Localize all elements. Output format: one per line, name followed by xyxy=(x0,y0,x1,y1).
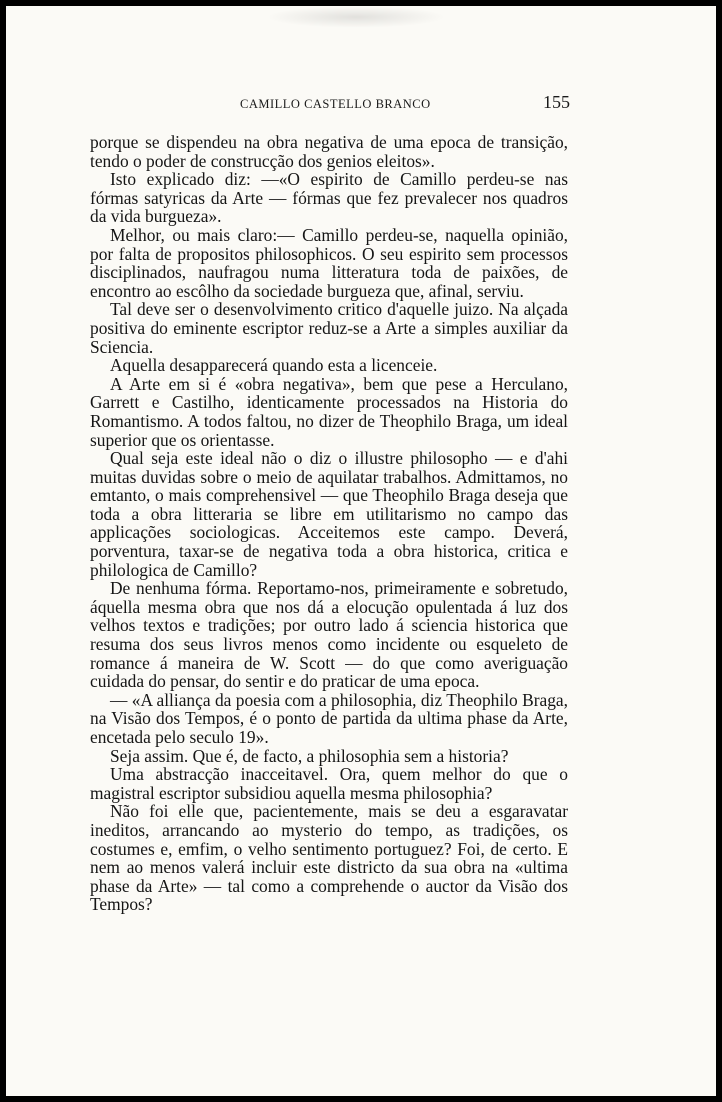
paragraph: Tal deve ser o desenvolvimento critico d'aquelle juizo. Na alçada positiva do eminente escriptor reduz-se a Arte a simples auxiliar da Sciencia. xyxy=(90,299,568,357)
page-number: 155 xyxy=(543,92,570,112)
paragraph: Qual seja este ideal não o diz o illustre philosopho — e d'ahi muitas duvidas sobre o meio de aquilatar trabalhos. Admittamos, no emtanto, o mais comprehensivel — que Theophilo Braga deseja que toda a obra litteraria se libre em utilitarismo no campo das applicações sociologicas. Acceitemos este campo. Deverá, porventura, taxar-se de negativa toda a obra historica, critica e philologica de Camillo? xyxy=(90,448,568,580)
running-title: CAMILLO CASTELLO BRANCO xyxy=(240,97,431,111)
body-text xyxy=(90,133,568,914)
book-page xyxy=(6,6,716,1096)
paragraph: Uma abstracção inacceitavel. Ora, quem melhor do que o magistral escriptor subsidiou aquella mesma philosophia? xyxy=(90,764,568,803)
page-header xyxy=(90,92,570,118)
paragraph: porque se dispendeu na obra negativa de uma epoca de transição, tendo o poder de construcção dos genios eleitos». xyxy=(90,132,568,171)
paragraph: Aquella desapparecerá quando esta a licenceie. xyxy=(110,355,438,376)
paragraph: Não foi elle que, pacientemente, mais se deu a esgaravatar ineditos, arrancando ao mysterio do tempo, as tradições, os costumes e, emfim, o velho sentimento portuguez? Foi, de certo. E nem ao menos valerá incluir este districto da sua obra na «ultima phase da Arte» — tal como a comprehende o auctor da Visão dos Tempos? xyxy=(90,801,568,915)
page-smudge xyxy=(266,6,446,28)
paragraph: A Arte em si é «obra negativa», bem que pese a Herculano, Garrett e Castilho, identicamente processados na Historia do Romantismo. A todos faltou, no dizer de Theophilo Braga, um ideal superior que os orientasse. xyxy=(90,373,568,450)
paragraph: Melhor, ou mais claro:— Camillo perdeu-se, naquella opinião, por falta de propositos philosophicos. O seu espirito sem processos disciplinados, naufragou numa litteratura toda de paixões, de encontro ao escôlho da sociedade burgueza que, afinal, serviu. xyxy=(90,224,568,301)
paragraph: De nenhuma fórma. Reportamo-nos, primeiramente e sobretudo, áquella mesma obra que nos dá a elocução opulentada á luz dos velhos textos e tradições; por outro lado á sciencia historica que resuma dos seus livros menos como incidente ou esqueleto de romance á maneira de W. Scott — do que como averiguação cuidada do pensar, do sentir e do praticar de uma epoca. xyxy=(90,578,568,692)
paragraph: — «A alliança da poesia com a philosophia, diz Theophilo Braga, na Visão dos Tempos, é o ponto de partida da ultima phase da Arte, encetada pelo seculo 19». xyxy=(90,689,568,747)
paragraph: Seja assim. Que é, de facto, a philosophia sem a historia? xyxy=(110,745,509,766)
paragraph: Isto explicado diz: —«O espirito de Camillo perdeu-se nas fórmas satyricas da Arte — fórmas que fez prevalecer nos quadros da vida burgueza». xyxy=(90,169,568,227)
